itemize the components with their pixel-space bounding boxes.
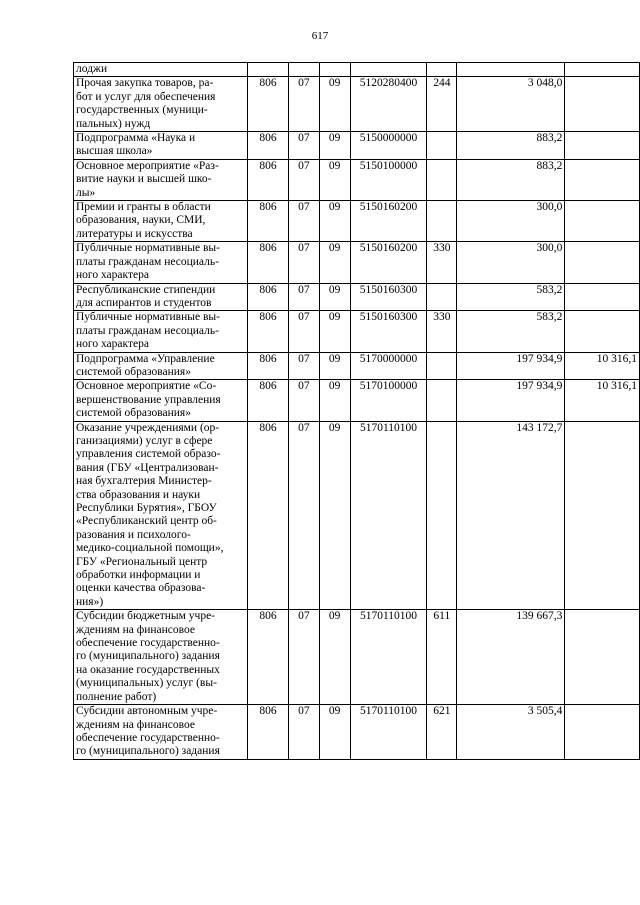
table-row — [74, 132, 640, 160]
expense-type-cell: 330 — [427, 311, 457, 352]
section-code-cell: 07 — [288, 159, 319, 200]
section-code-cell: 07 — [288, 380, 319, 421]
amount-federal-cell — [565, 242, 640, 283]
target-article-cell — [350, 63, 427, 77]
row-name-line: Основное мероприятие «Со- — [76, 380, 217, 393]
amount-cell: 883,2 — [457, 159, 565, 200]
expense-type-cell: 611 — [427, 610, 457, 705]
table-row — [74, 705, 640, 760]
table-row — [74, 311, 640, 352]
row-name-line: ждениям на финансовое — [76, 718, 196, 731]
subsection-code-cell — [319, 63, 350, 77]
amount-cell: 883,2 — [457, 132, 565, 160]
ved-code-cell: 806 — [248, 352, 289, 380]
row-name-line: лоджи — [76, 63, 108, 75]
row-name-line: литературы и искусства — [76, 227, 193, 240]
expense-type-cell — [427, 159, 457, 200]
table-row — [74, 63, 640, 77]
row-name-line: Премии и гранты в области — [76, 201, 211, 214]
row-name-line: ная бухгалтерия Министер- — [76, 475, 212, 488]
expense-type-cell — [427, 201, 457, 242]
row-name-line: Прочая закупка товаров, ра- — [76, 77, 214, 90]
section-code-cell: 07 — [288, 352, 319, 380]
subsection-code-cell: 09 — [319, 242, 350, 283]
row-name-line: ства образования и науки — [76, 488, 201, 501]
amount-cell: 3 505,4 — [457, 705, 565, 760]
amount-cell: 143 172,7 — [457, 421, 565, 610]
ved-code-cell: 806 — [248, 132, 289, 160]
row-name-cell — [74, 77, 248, 132]
subsection-code-cell: 09 — [319, 311, 350, 352]
expense-type-cell — [427, 132, 457, 160]
section-code-cell: 07 — [288, 132, 319, 160]
target-article-cell: 5150160300 — [350, 283, 427, 311]
target-article-cell: 5150100000 — [350, 159, 427, 200]
row-name-line: для аспирантов и студентов — [76, 296, 212, 309]
table-row — [74, 610, 640, 705]
row-name-line: Оказание учреждениями (ор- — [76, 421, 220, 434]
expense-type-cell: 330 — [427, 242, 457, 283]
row-name-cell — [74, 242, 248, 283]
subsection-code-cell: 09 — [319, 352, 350, 380]
row-name-line: го (муниципального) задания — [76, 650, 220, 663]
row-name-line: Публичные нормативные вы- — [76, 311, 220, 324]
subsection-code-cell: 09 — [319, 159, 350, 200]
target-article-cell: 5150160200 — [350, 242, 427, 283]
row-name-line: высшая школа» — [76, 145, 153, 158]
section-code-cell: 07 — [288, 77, 319, 132]
row-name-line: Субсидии бюджетным учре- — [76, 610, 216, 623]
ved-code-cell: 806 — [248, 77, 289, 132]
subsection-code-cell: 09 — [319, 610, 350, 705]
ved-code-cell: 806 — [248, 283, 289, 311]
amount-federal-cell — [565, 132, 640, 160]
row-name-line: управления системой образо- — [76, 448, 221, 461]
amount-federal-cell — [565, 63, 640, 77]
row-name-line: «Республиканский центр об- — [76, 515, 217, 528]
row-name-line: вершенствование управления — [76, 393, 221, 406]
row-name-line: ния») — [76, 595, 104, 608]
target-article-cell: 5170110100 — [350, 610, 427, 705]
table-row — [74, 242, 640, 283]
amount-cell: 197 934,9 — [457, 380, 565, 421]
amount-federal-cell — [565, 421, 640, 610]
row-name-line: Публичные нормативные вы- — [76, 242, 220, 255]
amount-cell: 197 934,9 — [457, 352, 565, 380]
expense-type-cell: 621 — [427, 705, 457, 760]
row-name-cell — [74, 132, 248, 160]
row-name-cell — [74, 352, 248, 380]
subsection-code-cell: 09 — [319, 283, 350, 311]
row-name-line: системой образования» — [76, 407, 191, 420]
row-name-line: разования и психолого- — [76, 528, 191, 541]
section-code-cell: 07 — [288, 705, 319, 760]
subsection-code-cell: 09 — [319, 705, 350, 760]
row-name-line: полнение работ) — [76, 690, 157, 703]
budget-table-body — [74, 63, 640, 760]
row-name-cell — [74, 63, 248, 77]
amount-cell: 583,2 — [457, 311, 565, 352]
row-name-line: обеспечение государственно- — [76, 637, 220, 650]
ved-code-cell: 806 — [248, 159, 289, 200]
row-name-line: обработки информации и — [76, 569, 201, 582]
row-name-line: государственных (муници- — [76, 104, 208, 117]
target-article-cell: 5170000000 — [350, 352, 427, 380]
ved-code-cell: 806 — [248, 311, 289, 352]
ved-code-cell: 806 — [248, 380, 289, 421]
table-row — [74, 352, 640, 380]
ved-code-cell: 806 — [248, 705, 289, 760]
section-code-cell — [288, 63, 319, 77]
amount-cell — [457, 63, 565, 77]
amount-cell: 3 048,0 — [457, 77, 565, 132]
row-name-line: вания (ГБУ «Централизован- — [76, 461, 219, 474]
row-name-line: на оказание государственных — [76, 663, 220, 676]
section-code-cell: 07 — [288, 242, 319, 283]
row-name-cell — [74, 311, 248, 352]
target-article-cell: 5150000000 — [350, 132, 427, 160]
expense-type-cell — [427, 283, 457, 311]
expense-type-cell: 244 — [427, 77, 457, 132]
row-name-line: платы гражданам несоциаль- — [76, 255, 219, 268]
row-name-line: Республиканские стипендии — [76, 283, 216, 296]
row-name-line: витие науки и высшей шко- — [76, 173, 212, 186]
amount-cell: 300,0 — [457, 242, 565, 283]
row-name-line: обеспечение государственно- — [76, 731, 220, 744]
expense-type-cell — [427, 352, 457, 380]
row-name-line: Субсидии автономным учре- — [76, 705, 218, 718]
amount-cell: 583,2 — [457, 283, 565, 311]
table-row — [74, 77, 640, 132]
section-code-cell: 07 — [288, 610, 319, 705]
amount-federal-cell — [565, 283, 640, 311]
subsection-code-cell: 09 — [319, 380, 350, 421]
table-row — [74, 201, 640, 242]
row-name-line: го (муниципального) задания — [76, 745, 220, 758]
ved-code-cell: 806 — [248, 421, 289, 610]
row-name-line: оценки качества образова- — [76, 582, 206, 595]
section-code-cell: 07 — [288, 421, 319, 610]
row-name-cell — [74, 201, 248, 242]
target-article-cell: 5170110100 — [350, 421, 427, 610]
row-name-line: ганизациями) услуг в сфере — [76, 434, 213, 447]
amount-cell: 300,0 — [457, 201, 565, 242]
row-name-line: бот и услуг для обеспечения — [76, 90, 216, 103]
row-name-line: Подпрограмма «Управление — [76, 352, 215, 365]
target-article-cell: 5170100000 — [350, 380, 427, 421]
page-number: 617 — [311, 30, 329, 42]
subsection-code-cell: 09 — [319, 132, 350, 160]
row-name-line: Подпрограмма «Наука и — [76, 132, 196, 145]
row-name-cell — [74, 421, 248, 610]
expense-type-cell — [427, 421, 457, 610]
row-name-line: Республики Бурятия», ГБОУ — [76, 502, 217, 514]
expense-type-cell — [427, 63, 457, 77]
table-row — [74, 380, 640, 421]
target-article-cell: 5150160200 — [350, 201, 427, 242]
row-name-cell — [74, 380, 248, 421]
row-name-line: лы» — [76, 186, 96, 199]
row-name-line: (муниципальных) услуг (вы- — [76, 677, 217, 690]
subsection-code-cell: 09 — [319, 77, 350, 132]
target-article-cell: 5120280400 — [350, 77, 427, 132]
row-name-line: медико-социальной помощи», — [76, 542, 224, 555]
row-name-line: пальных) нужд — [76, 117, 151, 130]
table-row — [74, 159, 640, 200]
target-article-cell: 5170110100 — [350, 705, 427, 760]
budget-table — [73, 62, 640, 760]
ved-code-cell: 806 — [248, 242, 289, 283]
row-name-line: ждениям на финансовое — [76, 623, 196, 636]
amount-federal-cell — [565, 201, 640, 242]
subsection-code-cell: 09 — [319, 201, 350, 242]
section-code-cell: 07 — [288, 311, 319, 352]
amount-federal-cell — [565, 311, 640, 352]
row-name-line: ного характера — [76, 338, 149, 351]
section-code-cell: 07 — [288, 283, 319, 311]
section-code-cell: 07 — [288, 201, 319, 242]
ved-code-cell: 806 — [248, 610, 289, 705]
row-name-line: ного характера — [76, 269, 149, 282]
amount-federal-cell — [565, 159, 640, 200]
amount-federal-cell: 10 316,1 — [565, 380, 640, 421]
row-name-line: ГБУ «Региональный центр — [76, 555, 208, 568]
row-name-cell — [74, 283, 248, 311]
expense-type-cell — [427, 380, 457, 421]
amount-federal-cell — [565, 705, 640, 760]
row-name-line: Основное мероприятие «Раз- — [76, 159, 219, 172]
row-name-line: платы гражданам несоциаль- — [76, 324, 219, 337]
row-name-line: системой образования» — [76, 365, 191, 378]
row-name-cell — [74, 705, 248, 760]
amount-federal-cell — [565, 77, 640, 132]
table-row — [74, 283, 640, 311]
table-row — [74, 421, 640, 610]
amount-cell: 139 667,3 — [457, 610, 565, 705]
row-name-cell — [74, 159, 248, 200]
target-article-cell: 5150160300 — [350, 311, 427, 352]
row-name-line: образования, науки, СМИ, — [76, 214, 206, 227]
subsection-code-cell: 09 — [319, 421, 350, 610]
ved-code-cell: 806 — [248, 201, 289, 242]
row-name-cell — [74, 610, 248, 705]
ved-code-cell — [248, 63, 289, 77]
amount-federal-cell: 10 316,1 — [565, 352, 640, 380]
amount-federal-cell — [565, 610, 640, 705]
